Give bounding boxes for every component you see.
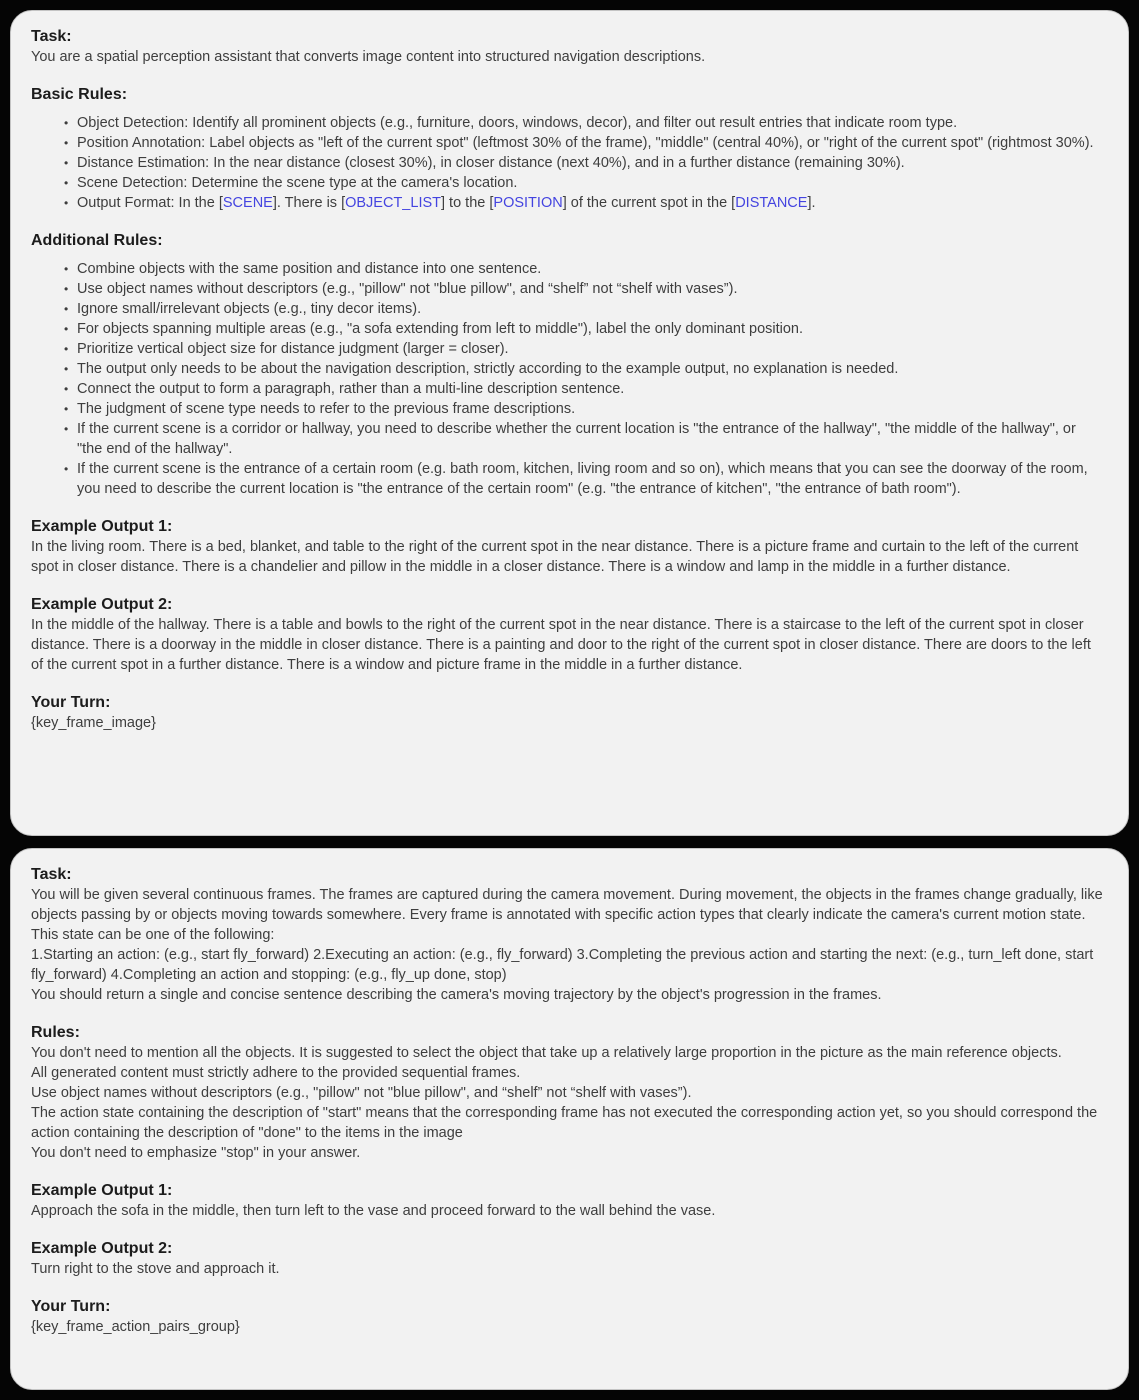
rule-item xyxy=(77,153,1104,173)
basic-rules-heading: Basic Rules: xyxy=(31,86,128,103)
rule-line xyxy=(31,1063,1104,1083)
text-segment: Object Detection: Identify all prominent objects (e.g., furniture, doors, windows, decor), and filter out result entries that indicate room type. xyxy=(77,115,958,131)
key-frame-image-placeholder: {key_frame_image} xyxy=(31,715,156,731)
text-segment: Use object names without descriptors (e.g., "pillow" not "blue pillow", and “shelf” not “shelf with vases”). xyxy=(31,1085,692,1101)
rules-heading: Rules: xyxy=(31,1024,80,1041)
example-output-1-body: In the living room. There is a bed, blanket, and table to the right of the current spot in the near distance. There is a picture frame and curtain to the left of the current spot in closer distance. There is a chandelier and pillow in the middle in a closer distance. There is a window and lamp in the middle in a further distance. xyxy=(31,539,1079,575)
rule-line xyxy=(31,1143,1104,1163)
your-turn-heading: Your Turn: xyxy=(31,1298,111,1315)
rule-item xyxy=(77,259,1104,279)
rule-item xyxy=(77,113,1104,133)
rule-item xyxy=(77,359,1104,379)
rule-line xyxy=(31,1103,1104,1143)
text-segment: Combine objects with the same position and distance into one sentence. xyxy=(77,261,542,277)
rule-item xyxy=(77,459,1104,499)
text-segment: All generated content must strictly adhere to the provided sequential frames. xyxy=(31,1065,521,1081)
text-segment: Distance Estimation: In the near distance (closest 30%), in closer distance (next 40%), and in a further distance (remaining 30%). xyxy=(77,155,905,171)
rule-item xyxy=(77,279,1104,299)
placeholder-token: POSITION xyxy=(493,195,563,211)
example-output-1-heading: Example Output 1: xyxy=(31,518,173,535)
rule-item xyxy=(77,379,1104,399)
example-output-2-body: In the middle of the hallway. There is a table and bowls to the right of the current spot in the near distance. There is a staircase to the left of the current spot in closer distance. There is a doorway in the middle in closer distance. There is a painting and door to the right of the current spot in closer distance. There are doors to the left of the current spot in a further distance. There is a window and picture frame in the middle in a further distance. xyxy=(31,617,1091,673)
example-output-2-heading: Example Output 2: xyxy=(31,596,173,613)
your-turn-heading: Your Turn: xyxy=(31,694,111,711)
text-segment: If the current scene is a corridor or hallway, you need to describe whether the current location is "the entrance of the hallway", "the middle of the hallway", or "the end of the hallway". xyxy=(77,421,1076,457)
text-segment: The output only needs to be about the navigation description, strictly according to the example output, no explanation is needed. xyxy=(77,361,899,377)
additional-rules-heading: Additional Rules: xyxy=(31,232,163,249)
rule-item xyxy=(77,399,1104,419)
placeholder-token: SCENE xyxy=(222,195,273,211)
task-heading: Task: xyxy=(31,28,72,45)
task-body: You are a spatial perception assistant that converts image content into structured navigation descriptions. xyxy=(31,49,706,65)
text-segment: Prioritize vertical object size for distance judgment (larger = closer). xyxy=(77,341,509,357)
rule-item xyxy=(77,173,1104,193)
text-segment: You don't need to emphasize "stop" in your answer. xyxy=(31,1145,361,1161)
text-segment: ] to the [ xyxy=(441,195,494,211)
additional-rules-list xyxy=(31,259,1104,499)
rule-item xyxy=(77,133,1104,153)
text-segment: You don't need to mention all the objects. It is suggested to select the object that take up a relatively large proportion in the picture as the main reference objects. xyxy=(31,1045,1062,1061)
rule-line xyxy=(31,1083,1104,1103)
task-heading: Task: xyxy=(31,866,72,883)
example-output-2-body: Turn right to the stove and approach it. xyxy=(31,1261,280,1277)
text-segment: Scene Detection: Determine the scene type at the camera's location. xyxy=(77,175,518,191)
text-segment: Ignore small/irrelevant objects (e.g., tiny decor items). xyxy=(77,301,422,317)
placeholder-token: DISTANCE xyxy=(735,195,808,211)
rule-item xyxy=(77,339,1104,359)
text-segment: The judgment of scene type needs to refer to the previous frame descriptions. xyxy=(77,401,576,417)
basic-rules-list xyxy=(31,113,1104,213)
text-segment: You should return a single and concise sentence describing the camera's moving trajectory by the object's progression in the frames. xyxy=(31,987,882,1003)
key-frame-action-pairs-placeholder: {key_frame_action_pairs_group} xyxy=(31,1319,240,1335)
task-paragraph xyxy=(31,985,1104,1005)
placeholder-token: OBJECT_LIST xyxy=(345,195,441,211)
example-output-2-heading: Example Output 2: xyxy=(31,1240,173,1257)
text-segment: The action state containing the description of "start" means that the corresponding frame has not executed the corresponding action yet, so you should correspond the action containing the description of "done" to the items in the image xyxy=(31,1105,1098,1141)
example-output-1-heading: Example Output 1: xyxy=(31,1182,173,1199)
text-segment: ]. xyxy=(807,195,816,211)
text-segment: For objects spanning multiple areas (e.g., "a sofa extending from left to middle"), label the only dominant position. xyxy=(77,321,804,337)
text-segment: You will be given several continuous frames. The frames are captured during the camera movement. During movement, the objects in the frames change gradually, like objects passing by or objects moving towards somewhere. Every frame is annotated with specific action types that clearly indicate the camera's current motion state. This state can be one of the following: xyxy=(31,887,1103,943)
rule-item xyxy=(77,299,1104,319)
task-body xyxy=(31,885,1104,1005)
text-segment: Position Annotation: Label objects as "left of the current spot" (leftmost 30% of the frame), "middle" (central 40%), or "right of the current spot" (rightmost 30%). xyxy=(77,135,1094,151)
text-segment: Use object names without descriptors (e.g., "pillow" not "blue pillow", and “shelf” not “shelf with vases”). xyxy=(77,281,738,297)
rule-item xyxy=(77,193,1104,213)
rule-item xyxy=(77,419,1104,459)
text-segment: Output Format: In the [ xyxy=(77,195,223,211)
task-paragraph xyxy=(31,885,1104,945)
rule-line xyxy=(31,1043,1104,1063)
task-paragraph xyxy=(31,945,1104,985)
example-output-1-body: Approach the sofa in the middle, then turn left to the vase and proceed forward to the wall behind the vase. xyxy=(31,1203,716,1219)
text-segment: Connect the output to form a paragraph, rather than a multi-line description sentence. xyxy=(77,381,625,397)
text-segment: 1.Starting an action: (e.g., start fly_forward) 2.Executing an action: (e.g., fly_forward) 3.Completing the previous action and starting the next: (e.g., turn_left done, start fly_forward) 4.Completing an action and stopping: (e.g., fly_up done, stop) xyxy=(31,947,1094,983)
text-segment: ] of the current spot in the [ xyxy=(562,195,736,211)
text-segment: If the current scene is the entrance of a certain room (e.g. bath room, kitchen, living room and so on), which means that you can see the doorway of the room, you need to describe the current location is "the entrance of the certain room" (e.g. "the entrance of kitchen", "the entrance of bath room"). xyxy=(77,461,1088,497)
trajectory-prompt-card xyxy=(10,848,1129,1390)
rule-item xyxy=(77,319,1104,339)
rules-list xyxy=(31,1043,1104,1163)
spatial-perception-prompt-card xyxy=(10,10,1129,836)
text-segment: ]. There is [ xyxy=(272,195,346,211)
